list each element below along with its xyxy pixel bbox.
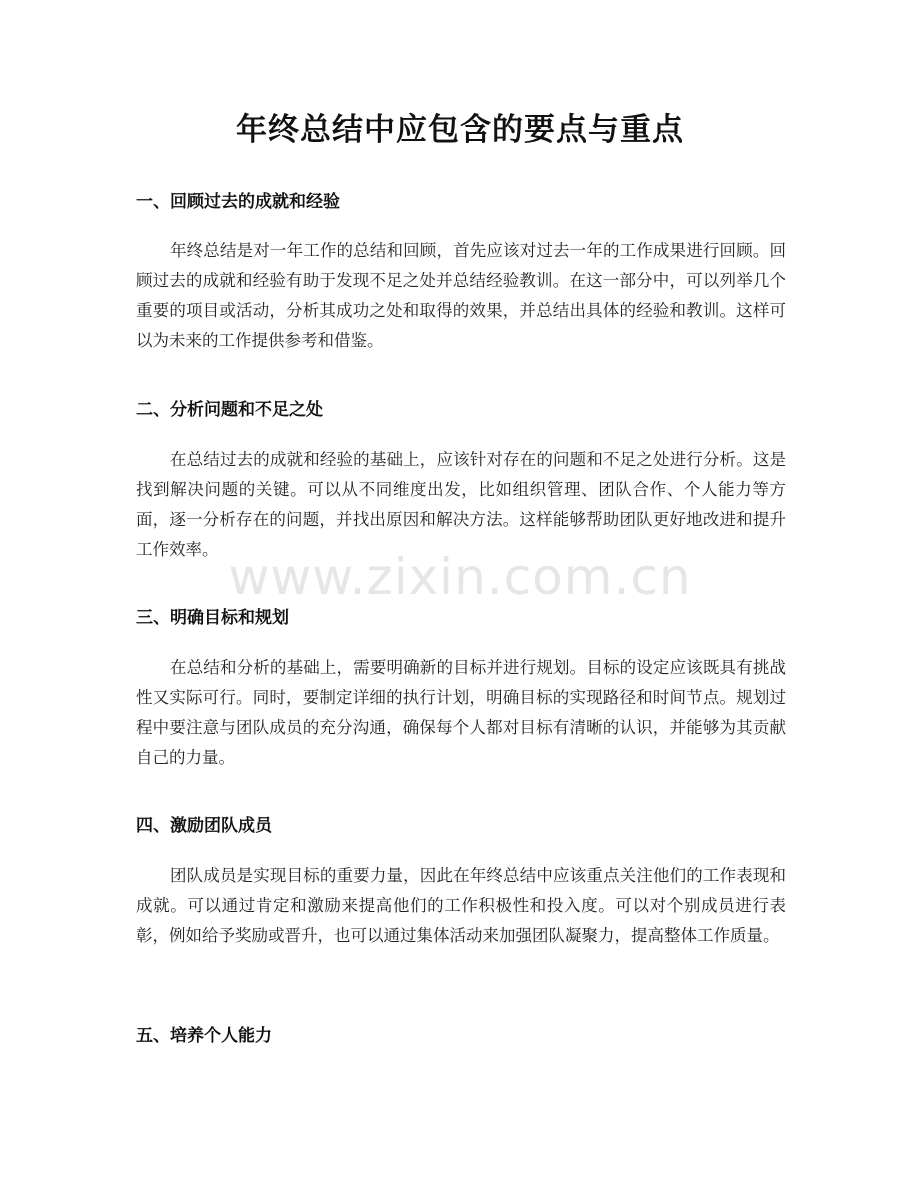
document-title: 年终总结中应包含的要点与重点 (236, 112, 684, 148)
section-body-1: 年终总结是对一年工作的总结和回顾，首先应该对过去一年的工作成果进行回顾。回顾过去的成就和经验有助于发现不足之处并总结经验教训。在这一部分中，可以列举几个重要的项目或活动，分析其成功之处和取得的效果，并总结出具体的经验和教训。这样可以为未来的工作提供参考和借鉴。 (136, 241, 786, 350)
section-heading-1: 一、回顾过去的成就和经验 (136, 192, 340, 212)
watermark: www.zixin.com.cn (228, 548, 692, 606)
section-heading-3: 三、明确目标和规划 (136, 608, 289, 628)
section-heading-5: 五、培养个人能力 (136, 1026, 272, 1046)
section-body-4: 团队成员是实现目标的重要力量，因此在年终总结中应该重点关注他们的工作表现和成就。可以通过肯定和激励来提高他们的工作积极性和投入度。可以对个别成员进行表彰，例如给予奖励或晋升，也可以通过集体活动来加强团队凝聚力，提高整体工作质量。 (136, 866, 786, 945)
section-body-3: 在总结和分析的基础上，需要明确新的目标并进行规划。目标的设定应该既具有挑战性又实际可行。同时，要制定详细的执行计划，明确目标的实现路径和时间节点。规划过程中要注意与团队成员的充分沟通，确保每个人都对目标有清晰的认识，并能够为其贡献自己的力量。 (136, 658, 786, 767)
section-heading-4: 四、激励团队成员 (136, 816, 272, 836)
section-heading-2: 二、分析问题和不足之处 (136, 400, 323, 420)
section-body-2: 在总结过去的成就和经验的基础上，应该针对存在的问题和不足之处进行分析。这是找到解决问题的关键。可以从不同维度出发，比如组织管理、团队合作、个人能力等方面，逐一分析存在的问题，并找出原因和解决方法。这样能够帮助团队更好地改进和提升工作效率。 (136, 450, 786, 559)
